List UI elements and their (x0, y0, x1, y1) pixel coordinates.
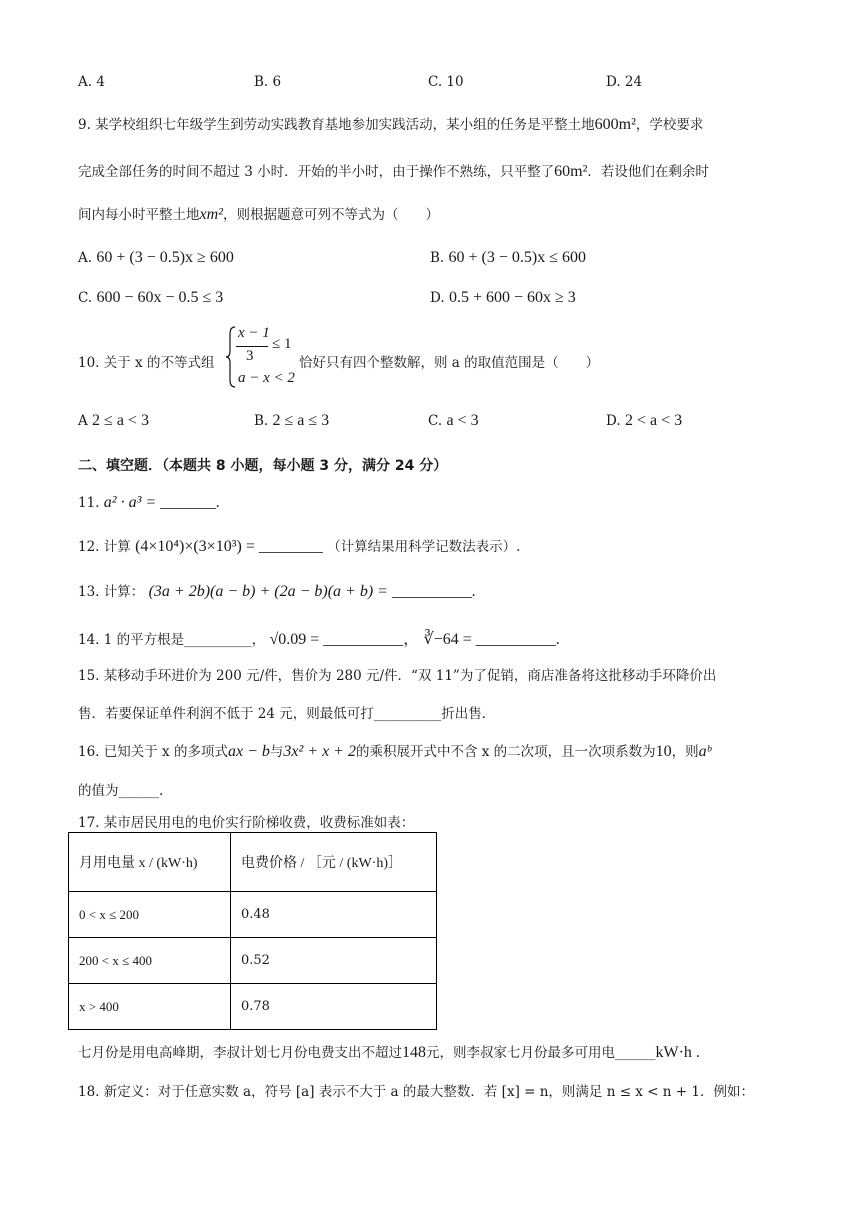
q9-option-d-label: D. (430, 290, 445, 306)
q10-eq1-denominator: 3 (246, 348, 254, 364)
q9-line-1 (78, 113, 703, 134)
table-cell: 200 < x ≤ 400 (69, 938, 231, 984)
table-row (69, 892, 437, 938)
q9-text-3-end: ，则根据题意可列不等式为（ ） (222, 207, 439, 223)
q14 (78, 626, 560, 649)
q17-blank: ______ (615, 1045, 656, 1061)
q9-option-d-expr: 0.5 + 600 − 60x ≥ 3 (448, 289, 576, 306)
q16-line-1 (78, 740, 711, 761)
q16-mid: 与 (269, 744, 284, 760)
q17-intro: 17. 某市居民用电的电价实行阶梯收费，收费标准如表： (78, 815, 415, 831)
left-brace-icon (226, 326, 236, 388)
electricity-price-table (68, 832, 437, 1030)
q10-option-c-label: C. (428, 413, 443, 429)
q9-option-c-expr: 600 − 60x − 0.5 ≤ 3 (96, 289, 224, 306)
q16-end: ，则 (671, 744, 699, 760)
q16-line-2: 的值为______. (78, 783, 164, 799)
table-cell: x > 400 (69, 984, 231, 1030)
q10-option-b (254, 412, 329, 430)
q9-area-3: xm² (199, 206, 223, 223)
table-header-row (69, 833, 437, 892)
q9-text-2-end: ．若设他们在剩余时 (587, 164, 709, 180)
table-header-cell: 电费价格 / ［元 / (kW·h)］ (231, 833, 437, 892)
q9-line-2 (78, 160, 709, 181)
q11-expr: a² · a³ = _______. (103, 494, 221, 511)
q10-option-a (78, 412, 149, 430)
fraction-bar (236, 346, 268, 347)
q16-power: aᵇ (698, 743, 711, 760)
q17-question-pre: 七月份是用电高峰期，李叔计划七月份电费支出不超过 (78, 1045, 402, 1061)
q10-option-c-expr: a < 3 (446, 412, 479, 429)
q17-unit: kW·h . (655, 1044, 700, 1061)
q14-sqrt: √0.09 = __________， (269, 631, 420, 648)
q9-option-c-label: C. (78, 290, 93, 306)
q12-expr: (4×10⁴)×(3×10³) = ________ (135, 538, 323, 555)
q9-option-b (430, 249, 586, 267)
q10-option-a-label: A (78, 413, 88, 429)
q10-prefix: 10. 关于 x 的不等式组 (78, 355, 215, 371)
q11 (78, 494, 220, 512)
q13-prefix: 13. 计算： (78, 584, 145, 600)
q12-prefix: 12. 计算 (78, 539, 131, 555)
q9-option-d (430, 289, 576, 307)
q9-text-2: 完成全部任务的时间不超过 3 小时．开始的半小时，由于操作不熟练，只平整了 (78, 164, 555, 180)
q17-question-mid: 元，则李叔家七月份最多可用电 (426, 1045, 615, 1061)
q16-mid-2: 的乘积展开式中不含 x 的二次项，且一次项系数为 (355, 744, 656, 760)
q9-line-3 (78, 203, 439, 224)
q16-poly-2: 3x² + x + 2 (283, 743, 356, 760)
q14-cbrt: ∛−64 = __________. (423, 631, 560, 648)
q10-eq1-numerator: x − 1 (238, 325, 270, 341)
q8-option-b: B. 6 (254, 74, 282, 90)
q10-eq2: a − x < 2 (238, 370, 295, 386)
q16-coef: 10 (655, 743, 672, 760)
q10-option-b-expr: 2 ≤ a ≤ 3 (272, 412, 330, 429)
q9-option-b-label: B. (430, 250, 445, 266)
q15-line-2: 售．若要保证单件利润不低于 24 元，则最低可打__________折出售． (78, 706, 496, 722)
q10-option-d-label: D. (606, 413, 621, 429)
q9-option-a-expr: 60 + (3 − 0.5)x ≥ 600 (96, 249, 234, 266)
q8-option-a: A. 4 (78, 74, 105, 90)
q12-suffix: （计算结果用科学记数法表示）. (327, 539, 521, 555)
q10-eq1-relation: ≤ 1 (272, 336, 292, 352)
q10-option-c (428, 412, 479, 430)
q10-option-d (606, 412, 682, 430)
q10-suffix: 恰好只有四个整数解，则 a 的取值范围是（ ） (299, 355, 600, 371)
q8-option-c: C. 10 (428, 74, 464, 90)
table-cell: 0 < x ≤ 200 (69, 892, 231, 938)
q17-question (78, 1041, 700, 1062)
q9-area-1: 600m² (594, 116, 636, 133)
q18-line-1: 18. 新定义：对于任意实数 a，符号 [a] 表示不大于 a 的最大整数．若 [x] = n，则满足 n ≤ x < n + 1．例如： (78, 1084, 754, 1100)
section-heading: 二、填空题．（本题共 8 小题，每小题 3 分，满分 24 分） (78, 458, 448, 474)
q9-text-1-end: ，学校要求 (635, 117, 704, 133)
q16-prefix: 16. 已知关于 x 的多项式 (78, 744, 228, 760)
q9-text-1: 9. 某学校组织七年级学生到劳动实践教育基地参加实践活动，某小组的任务是平整土地 (78, 117, 595, 133)
q15-line-1: 15. 某移动手环进价为 200 元/件，售价为 280 元/件．“双 11”为了促销，商店准备将这批移动手环降价出 (78, 668, 717, 684)
q12 (78, 535, 520, 556)
table-row (69, 938, 437, 984)
table-cell: 0.48 (231, 892, 437, 938)
table-cell: 0.52 (231, 938, 437, 984)
q9-text-3: 间内每小时平整土地 (78, 207, 200, 223)
q10-option-d-expr: 2 < a < 3 (624, 412, 683, 429)
q10-option-a-expr: 2 ≤ a < 3 (92, 412, 149, 429)
q10-option-b-label: B. (254, 413, 269, 429)
q9-option-b-expr: 60 + (3 − 0.5)x ≤ 600 (448, 249, 586, 266)
q8-option-d: D. 24 (606, 74, 643, 90)
q9-option-a-label: A. (78, 250, 93, 266)
q14-prefix: 14. 1 的平方根是__________， (78, 632, 266, 648)
q17-amount: 148 (402, 1044, 426, 1061)
q9-area-2: 60m² (554, 163, 588, 180)
q13-expr: (3a + 2b)(a − b) + (2a − b)(a + b) = __________. (148, 583, 476, 600)
table-row (69, 984, 437, 1030)
q16-poly-1: ax − b (227, 743, 270, 760)
table-header-cell: 月用电量 x / (kW·h) (69, 833, 231, 892)
table-cell: 0.78 (231, 984, 437, 1030)
q11-number: 11. (78, 495, 100, 511)
q9-option-a (78, 249, 234, 267)
q13 (78, 580, 476, 601)
q9-option-c (78, 289, 223, 307)
